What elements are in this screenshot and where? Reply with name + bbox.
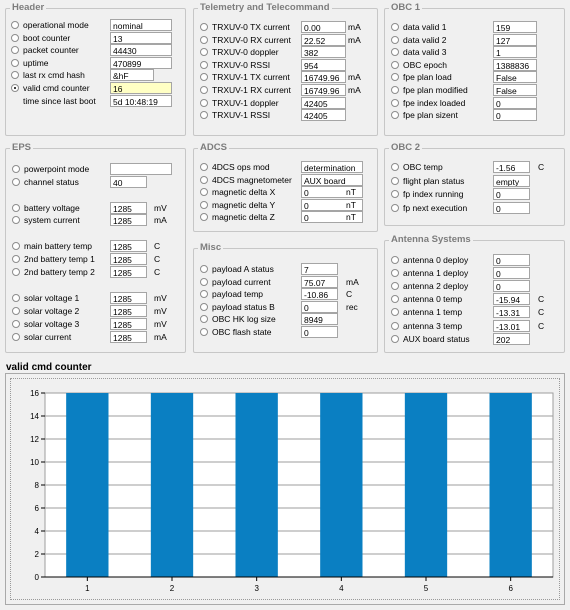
x-tick-label-3: 3 [254, 584, 259, 593]
obc2-label-3: fp index running [403, 189, 464, 200]
header-label-6: valid cmd counter [23, 83, 90, 93]
obc2-radio-3[interactable] [391, 190, 399, 198]
obc1-value-1[interactable]: 159 [493, 21, 537, 33]
bar-4[interactable] [320, 393, 362, 577]
misc-label-1: payload A status [212, 264, 274, 274]
antenna-row-6 [391, 320, 561, 333]
obc1-row-8 [391, 109, 561, 122]
bar-5[interactable] [405, 393, 447, 577]
header-value-7[interactable]: 5d 10:48:19 [110, 95, 172, 107]
misc-row-3 [200, 288, 370, 301]
eps-unit-6: C [154, 254, 161, 264]
telemetry-radio-5[interactable] [200, 73, 208, 81]
misc-row-5 [200, 313, 370, 326]
obc1-row-4 [391, 59, 561, 72]
y-tick-label-2: 2 [34, 550, 39, 559]
obc1-label-7: fpe index loaded [403, 97, 466, 108]
header-label-5: last rx cmd hash [23, 70, 85, 81]
antenna-value-7[interactable]: 202 [493, 333, 530, 345]
obc1-value-5[interactable]: False [493, 71, 537, 83]
eps-value-6[interactable]: 1285 [110, 253, 147, 265]
header-row-3 [11, 44, 181, 57]
telemetry-label-5: TRXUV-1 TX current [212, 72, 290, 83]
eps-value-8[interactable]: 1285 [110, 292, 147, 304]
header-value-3[interactable]: 44430 [110, 44, 172, 56]
antenna-value-4[interactable]: -15.94 [493, 293, 530, 305]
telemetry-label-8: TRXUV-1 RSSI [212, 110, 271, 121]
adcs-radio-2[interactable] [200, 176, 208, 184]
adcs-row-3 [200, 186, 370, 199]
y-tick-label-14: 14 [30, 412, 39, 421]
antenna-row-2 [391, 267, 561, 280]
eps-radio-6[interactable] [12, 255, 20, 263]
eps-radio-9[interactable] [12, 307, 20, 315]
bar-2[interactable] [151, 393, 193, 577]
antenna-value-5[interactable]: -13.31 [493, 306, 530, 318]
header-value-4[interactable]: 470899 [110, 57, 172, 69]
chart-title: valid cmd counter [6, 362, 92, 373]
adcs-row-1 [200, 161, 370, 174]
obc1-value-8[interactable]: 0 [493, 109, 537, 121]
telemetry-label-3: TRXUV-0 doppler [212, 47, 279, 58]
obc1-label-6: fpe plan modified [403, 85, 468, 95]
eps-radio-8[interactable] [12, 294, 20, 302]
telemetry-unit-2: mA [348, 34, 361, 45]
y-tick-label-6: 6 [34, 504, 39, 513]
antenna-unit-4: C [538, 294, 545, 305]
misc-label-4: payload status B [212, 301, 275, 312]
header-value-2[interactable]: 13 [110, 32, 172, 44]
eps-value-10[interactable]: 1285 [110, 318, 147, 330]
eps-row-10 [12, 318, 182, 331]
eps-row-9 [12, 305, 182, 318]
antenna-label-1: antenna 0 deploy [403, 255, 469, 265]
header-row-1 [11, 19, 181, 32]
eps-unit-10: mV [154, 319, 167, 329]
antenna-label-5: antenna 1 temp [403, 307, 463, 318]
eps-radio-4[interactable] [12, 216, 20, 224]
telemetry-row-6 [200, 84, 370, 97]
eps-value-11[interactable]: 1285 [110, 331, 147, 343]
misc-row-1 [200, 263, 370, 276]
eps-unit-4: mA [154, 215, 167, 225]
x-tick-label-2: 2 [169, 584, 175, 593]
obc1-radio-2[interactable] [391, 36, 399, 44]
obc2-group [384, 142, 565, 226]
antenna-group [384, 234, 565, 353]
misc-value-6[interactable]: 0 [301, 326, 338, 338]
eps-value-3[interactable]: 1285 [110, 202, 147, 214]
eps-unit-5: C [154, 241, 161, 251]
eps-label-10: solar voltage 3 [24, 319, 80, 329]
header-group [5, 2, 186, 136]
header-value-6[interactable]: 16 [110, 82, 172, 94]
adcs-unit-4: nT [346, 199, 356, 210]
adcs-row-5 [200, 211, 370, 224]
obc2-radio-4[interactable] [391, 204, 399, 212]
header-value-1[interactable]: nominal [110, 19, 172, 31]
obc2-value-2[interactable]: empty [493, 175, 530, 187]
header-label-4: uptime [23, 57, 49, 68]
eps-value-1[interactable] [110, 163, 172, 175]
misc-row-4 [200, 301, 370, 314]
y-tick-label-16: 16 [30, 389, 39, 398]
obc1-value-4[interactable]: 1388836 [493, 59, 537, 71]
misc-row-6 [200, 326, 370, 339]
obc2-radio-2[interactable] [391, 177, 399, 185]
obc1-label-4: OBC epoch [403, 59, 447, 70]
eps-row-6 [12, 253, 182, 266]
telemetry-value-1[interactable]: 0.00 [301, 21, 346, 33]
chart-frame [5, 373, 565, 605]
header-row-5 [11, 69, 181, 82]
eps-label-5: main battery temp [24, 241, 93, 251]
header-radio-4[interactable] [11, 59, 19, 67]
bar-6[interactable] [490, 393, 532, 577]
antenna-row-1 [391, 254, 561, 267]
eps-unit-9: mV [154, 306, 167, 316]
eps-radio-11[interactable] [12, 333, 20, 341]
telemetry-row-7 [200, 97, 370, 110]
eps-value-5[interactable]: 1285 [110, 240, 147, 252]
chart-plot-area [10, 378, 560, 600]
adcs-label-4: magnetic delta Y [212, 199, 276, 210]
eps-label-4: system current [24, 215, 80, 225]
telemetry-unit-1: mA [348, 22, 361, 32]
obc1-row-2 [391, 34, 561, 47]
y-tick-label-10: 10 [30, 458, 39, 467]
adcs-label-2: 4DCS magnetometer [212, 174, 292, 185]
obc1-label-3: data valid 3 [403, 47, 447, 58]
misc-unit-3: C [346, 289, 353, 300]
telemetry-row-3 [200, 46, 370, 59]
eps-row-11 [12, 331, 182, 344]
misc-radio-1[interactable] [200, 265, 208, 273]
obc2-row-1 [391, 161, 561, 174]
telemetry-row-2 [200, 34, 370, 47]
obc2-value-3[interactable]: 0 [493, 188, 530, 200]
eps-unit-7: C [154, 267, 161, 277]
eps-unit-3: mV [154, 203, 167, 213]
eps-label-6: 2nd battery temp 1 [24, 254, 95, 264]
obc1-label-1: data valid 1 [403, 22, 447, 32]
telemetry-value-5[interactable]: 16749.96 [301, 71, 346, 83]
obc2-row-4 [391, 202, 561, 215]
telemetry-value-8[interactable]: 42405 [301, 109, 346, 121]
adcs-label-5: magnetic delta Z [212, 212, 275, 222]
obc1-radio-5[interactable] [391, 73, 399, 81]
obc1-radio-7[interactable] [391, 99, 399, 107]
x-tick-label-1: 1 [85, 584, 90, 593]
antenna-radio-5[interactable] [391, 308, 399, 316]
misc-label-3: payload temp [212, 289, 264, 300]
eps-row-7 [12, 266, 182, 279]
misc-label-2: payload current [212, 276, 271, 287]
telemetry-value-3[interactable]: 382 [301, 46, 346, 58]
telemetry-radio-4[interactable] [200, 61, 208, 69]
eps-radio-1[interactable] [12, 165, 20, 173]
eps-label-2: channel status [24, 177, 79, 187]
adcs-radio-4[interactable] [200, 201, 208, 209]
obc2-label-2: flight plan status [403, 175, 465, 186]
antenna-label-4: antenna 0 temp [403, 294, 463, 305]
antenna-value-6[interactable]: -13.01 [493, 320, 530, 332]
telemetry-label-1: TRXUV-0 TX current [212, 22, 290, 32]
eps-row-2 [12, 176, 182, 189]
header-value-5[interactable]: &hF [110, 69, 154, 81]
header-row-7 [11, 95, 181, 108]
header-radio-6[interactable] [11, 84, 19, 92]
obc1-label-5: fpe plan load [403, 72, 452, 83]
eps-value-7[interactable]: 1285 [110, 266, 147, 278]
telemetry-label-2: TRXUV-0 RX current [212, 34, 291, 45]
y-tick-label-8: 8 [34, 481, 39, 490]
obc1-row-5 [391, 71, 561, 84]
eps-value-2[interactable]: 40 [110, 176, 147, 188]
bar-3[interactable] [236, 393, 278, 577]
adcs-radio-1[interactable] [200, 163, 208, 171]
obc1-group-title: OBC 1 [391, 2, 421, 13]
telemetry-group-title: Telemetry and Telecommand [200, 2, 330, 13]
telemetry-radio-1[interactable] [200, 23, 208, 31]
adcs-value-3[interactable]: 0 [301, 186, 363, 198]
telemetry-label-7: TRXUV-1 doppler [212, 97, 279, 108]
telemetry-radio-2[interactable] [200, 36, 208, 44]
eps-value-9[interactable]: 1285 [110, 305, 147, 317]
eps-label-9: solar voltage 2 [24, 306, 80, 316]
obc2-radio-1[interactable] [391, 163, 399, 171]
obc2-row-2 [391, 175, 561, 188]
antenna-radio-2[interactable] [391, 269, 399, 277]
eps-row-8 [12, 292, 182, 305]
telemetry-label-6: TRXUV-1 RX current [212, 85, 291, 95]
telemetry-row-4 [200, 59, 370, 72]
adcs-unit-3: nT [346, 187, 356, 197]
eps-radio-2[interactable] [12, 178, 20, 186]
telemetry-row-5 [200, 71, 370, 84]
misc-value-3[interactable]: -10.86 [301, 288, 338, 300]
header-label-2: boot counter [23, 32, 71, 43]
header-radio-5[interactable] [11, 71, 19, 79]
adcs-radio-5[interactable] [200, 213, 208, 221]
telemetry-value-2[interactable]: 22.52 [301, 34, 346, 46]
eps-group [5, 142, 186, 353]
antenna-group-title: Antenna Systems [391, 234, 471, 245]
bar-1[interactable] [66, 393, 108, 577]
antenna-row-7 [391, 333, 561, 346]
telemetry-unit-6: mA [348, 85, 361, 95]
header-label-1: operational mode [23, 20, 89, 30]
misc-value-4[interactable]: 0 [301, 301, 338, 313]
antenna-unit-6: C [538, 320, 545, 331]
misc-group [193, 242, 378, 353]
header-label-3: packet counter [23, 45, 79, 56]
obc1-row-6 [391, 84, 561, 97]
antenna-row-3 [391, 280, 561, 293]
eps-value-4[interactable]: 1285 [110, 214, 147, 226]
obc1-value-3[interactable]: 1 [493, 46, 537, 58]
adcs-label-1: 4DCS ops mod [212, 162, 270, 172]
adcs-group-title: ADCS [200, 142, 227, 153]
antenna-label-3: antenna 2 deploy [403, 281, 469, 292]
adcs-row-4 [200, 199, 370, 212]
obc1-radio-8[interactable] [391, 111, 399, 119]
obc1-radio-4[interactable] [391, 61, 399, 69]
misc-group-title: Misc [200, 242, 222, 253]
misc-label-6: OBC flash state [212, 327, 272, 337]
adcs-row-2 [200, 174, 370, 187]
telemetry-label-4: TRXUV-0 RSSI [212, 59, 271, 70]
obc1-label-8: fpe plan sizent [403, 110, 458, 121]
obc1-value-7[interactable]: 0 [493, 97, 537, 109]
x-tick-label-6: 6 [508, 584, 513, 593]
header-label-7: time since last boot [23, 95, 96, 106]
misc-unit-4: rec [346, 301, 358, 312]
misc-radio-5[interactable] [200, 315, 208, 323]
header-row-4 [11, 57, 181, 70]
misc-radio-3[interactable] [200, 290, 208, 298]
adcs-radio-3[interactable] [200, 188, 208, 196]
header-radio-3[interactable] [11, 46, 19, 54]
obc2-value-1[interactable]: -1.56 [493, 161, 530, 173]
antenna-radio-4[interactable] [391, 295, 399, 303]
obc2-label-1: OBC temp [403, 162, 443, 172]
antenna-value-3[interactable]: 0 [493, 280, 530, 292]
eps-radio-7[interactable] [12, 268, 20, 276]
obc1-value-2[interactable]: 127 [493, 34, 537, 46]
adcs-value-5[interactable]: 0 [301, 211, 363, 223]
obc2-label-4: fp next execution [403, 202, 468, 213]
x-tick-label-5: 5 [423, 584, 429, 593]
antenna-radio-6[interactable] [391, 322, 399, 330]
eps-label-11: solar current [24, 332, 72, 342]
antenna-radio-3[interactable] [391, 282, 399, 290]
telemetry-radio-3[interactable] [200, 48, 208, 56]
obc1-row-1 [391, 21, 561, 34]
adcs-value-4[interactable]: 0 [301, 199, 363, 211]
eps-row-5 [12, 240, 182, 253]
antenna-radio-1[interactable] [391, 256, 399, 264]
adcs-value-1[interactable]: determination [301, 161, 363, 173]
eps-row-4 [12, 214, 182, 227]
telemetry-unit-5: mA [348, 72, 361, 83]
antenna-row-5 [391, 306, 561, 319]
header-group-title: Header [12, 2, 45, 13]
eps-unit-8: mV [154, 293, 167, 303]
header-row-2 [11, 32, 181, 45]
obc2-group-title: OBC 2 [391, 142, 421, 153]
y-tick-label-0: 0 [34, 573, 39, 582]
adcs-unit-5: nT [346, 212, 356, 222]
eps-radio-3[interactable] [12, 204, 20, 212]
obc1-label-2: data valid 2 [403, 34, 447, 45]
obc1-group [384, 2, 565, 136]
eps-label-1: powerpoint mode [24, 164, 90, 174]
obc1-radio-1[interactable] [391, 23, 399, 31]
obc1-value-6[interactable]: False [493, 84, 537, 96]
telemetry-group [193, 2, 378, 136]
telemetry-radio-6[interactable] [200, 86, 208, 94]
header-radio-2[interactable] [11, 34, 19, 42]
antenna-unit-5: C [538, 307, 545, 318]
misc-row-2 [200, 276, 370, 289]
eps-unit-11: mA [154, 332, 167, 342]
eps-label-7: 2nd battery temp 2 [24, 267, 95, 277]
antenna-label-6: antenna 3 temp [403, 320, 463, 331]
eps-radio-10[interactable] [12, 320, 20, 328]
valid-cmd-counter-chart [11, 379, 559, 599]
antenna-radio-7[interactable] [391, 335, 399, 343]
telemetry-value-7[interactable]: 42405 [301, 97, 346, 109]
antenna-label-7: AUX board status [403, 333, 470, 344]
antenna-row-4 [391, 293, 561, 306]
header-radio-1[interactable] [11, 21, 19, 29]
misc-value-1[interactable]: 7 [301, 263, 338, 275]
obc2-value-4[interactable]: 0 [493, 202, 530, 214]
y-tick-label-12: 12 [30, 435, 39, 444]
misc-radio-4[interactable] [200, 303, 208, 311]
antenna-label-2: antenna 1 deploy [403, 268, 469, 279]
eps-label-8: solar voltage 1 [24, 293, 80, 303]
eps-label-3: battery voltage [24, 203, 80, 213]
telemetry-radio-8[interactable] [200, 111, 208, 119]
adcs-value-2[interactable]: AUX board [301, 174, 363, 186]
misc-label-5: OBC HK log size [212, 314, 276, 325]
obc2-row-3 [391, 188, 561, 201]
obc1-radio-6[interactable] [391, 86, 399, 94]
telemetry-value-6[interactable]: 16749.96 [301, 84, 346, 96]
telemetry-radio-7[interactable] [200, 99, 208, 107]
obc1-row-7 [391, 97, 561, 110]
misc-unit-2: mA [346, 276, 359, 287]
x-tick-label-4: 4 [339, 584, 344, 593]
adcs-group [193, 142, 378, 232]
obc1-radio-3[interactable] [391, 48, 399, 56]
misc-value-5[interactable]: 8949 [301, 313, 338, 325]
telemetry-row-8 [200, 109, 370, 122]
obc2-unit-1: C [538, 162, 545, 172]
telemetry-value-4[interactable]: 954 [301, 59, 346, 71]
y-tick-label-4: 4 [34, 527, 39, 536]
eps-group-title: EPS [12, 142, 32, 153]
header-row-6 [11, 82, 181, 95]
obc1-row-3 [391, 46, 561, 59]
telemetry-row-1 [200, 21, 370, 34]
antenna-value-2[interactable]: 0 [493, 267, 530, 279]
adcs-label-3: magnetic delta X [212, 187, 276, 197]
misc-radio-2[interactable] [200, 278, 208, 286]
misc-value-2[interactable]: 75.07 [301, 276, 338, 288]
antenna-value-1[interactable]: 0 [493, 254, 530, 266]
misc-radio-6[interactable] [200, 328, 208, 336]
eps-radio-5[interactable] [12, 242, 20, 250]
eps-row-1 [12, 163, 182, 176]
